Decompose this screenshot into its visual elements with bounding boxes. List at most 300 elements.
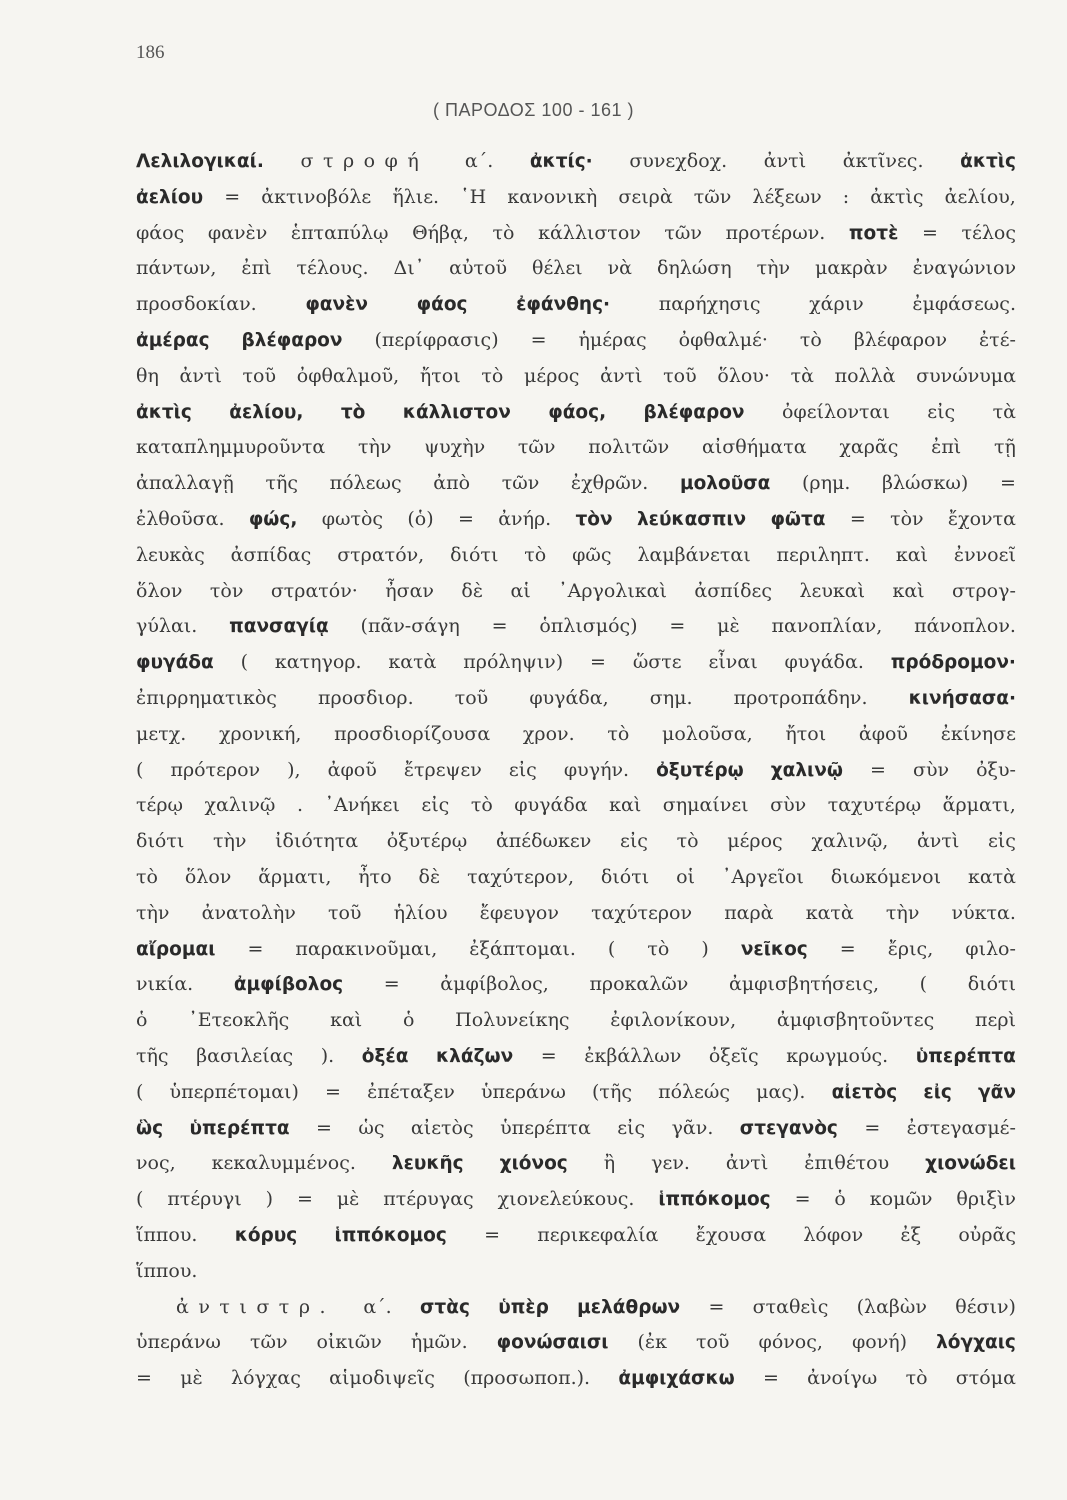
word: ἐπιρρηματικὸς	[136, 686, 277, 709]
word: ἑπταπύλῳ	[290, 221, 389, 244]
word: χρονική,	[218, 722, 302, 745]
word: ἐννοεῖ	[953, 543, 1016, 566]
word: (	[240, 651, 248, 674]
word: φυγάδα,	[529, 686, 609, 709]
word: διωκόμενοι	[830, 865, 942, 888]
word: αἰσθήματα	[702, 436, 807, 459]
text-line	[136, 538, 1016, 574]
text-line	[136, 180, 1016, 216]
lemma: ποτὲ	[848, 222, 899, 244]
word: =	[794, 1188, 811, 1211]
word: (	[136, 758, 144, 781]
word: τῶν	[501, 472, 540, 495]
word: ἀνήρ.	[498, 507, 552, 530]
lemma: φώς,	[248, 508, 298, 530]
word: =	[999, 472, 1016, 495]
lemma: στὰς	[420, 1296, 470, 1318]
word: μὲ	[717, 615, 740, 638]
word: αἰετὸς	[410, 1116, 474, 1139]
word: (	[136, 1188, 144, 1211]
word: ἐκβάλλων	[584, 1044, 682, 1067]
word: ἐχθρῶν.	[570, 472, 649, 495]
word: εἰς	[619, 830, 648, 853]
text-line	[136, 251, 1016, 287]
lemma: ἐφάνθης·	[516, 294, 611, 316]
lemma: στεγανὸς	[739, 1117, 838, 1139]
word: ὅλον	[184, 865, 232, 888]
lemma: ἀελίου,	[229, 401, 304, 423]
word: προσδιορ.	[318, 686, 414, 709]
word: φυγάδα.	[784, 651, 864, 674]
lemma: κλάζων	[436, 1045, 514, 1067]
word: ἡμέρας	[578, 328, 647, 351]
word: κεκαλυμμένος.	[211, 1152, 356, 1175]
word: προσδοκίαν.	[136, 293, 257, 316]
word: βλέφαρον	[853, 328, 948, 351]
word: ἐστεγασμέ-	[906, 1116, 1016, 1139]
word: χαλινῷ,	[811, 830, 889, 853]
word: σταθεὶς	[752, 1295, 829, 1318]
word: ἡμῶν.	[410, 1331, 468, 1354]
word: θέσιν)	[955, 1295, 1016, 1318]
text-line	[136, 1361, 1016, 1397]
text-line	[136, 788, 1016, 824]
word: λόφον	[803, 1223, 864, 1246]
word: (ἐκ	[637, 1331, 667, 1354]
word: λόγχας	[231, 1367, 301, 1390]
lemma: ὑπὲρ	[498, 1296, 549, 1318]
word: κανονικὴ	[507, 185, 598, 208]
word: οὐρᾶς	[958, 1223, 1016, 1246]
word: παρακινοῦμαι,	[295, 937, 438, 960]
text-line	[136, 574, 1016, 610]
word: τὸ	[492, 221, 515, 244]
word: ἵππου.	[136, 1259, 198, 1282]
word: λευκαὶ	[799, 579, 866, 602]
word: φιλο-	[965, 937, 1016, 960]
word: παρήχησις	[658, 293, 761, 316]
text-line	[136, 967, 1016, 1003]
word: τοῦ	[242, 364, 277, 387]
word: νικία.	[136, 973, 194, 996]
word: τὸ	[470, 794, 493, 817]
text-line	[136, 144, 1016, 180]
word: ἀνατολὴν	[201, 901, 296, 924]
word: προτέρων.	[725, 221, 826, 244]
lemma: πρόδρομον·	[890, 652, 1016, 674]
word: μας).	[756, 1080, 806, 1103]
word: πανοπλίαν,	[771, 615, 883, 638]
word: ἀφοῦ	[858, 722, 908, 745]
word: φονή)	[851, 1331, 908, 1354]
word: =	[325, 1080, 341, 1103]
text-line	[136, 359, 1016, 395]
word: πάνοπλον.	[914, 615, 1016, 638]
word: ῾Η	[460, 185, 487, 208]
word: =	[530, 328, 547, 351]
word: τέλος	[961, 221, 1016, 244]
word: ἀπέδωκεν	[495, 830, 592, 853]
word: χαλινῷ	[204, 794, 276, 817]
lemma: κάλλιστον	[402, 401, 511, 423]
lemma: φυγάδα	[136, 652, 214, 674]
word: ἀντὶ	[179, 364, 222, 387]
word: εἰς	[617, 1116, 646, 1139]
word: φόνος,	[758, 1331, 823, 1354]
text-line	[136, 1039, 1016, 1075]
text-line	[136, 1290, 1016, 1326]
word: τὸ	[481, 364, 504, 387]
word: ).	[320, 1044, 335, 1067]
word: )	[265, 1188, 274, 1211]
word: ἀνοίγω	[807, 1367, 878, 1390]
word: τὸ	[607, 722, 630, 745]
word: ἀπὸ	[433, 472, 471, 495]
word: σημαίνει	[662, 794, 749, 817]
lemma: φῶτα	[770, 508, 826, 530]
word: ἥλιε.	[392, 185, 440, 208]
word: αὐτοῦ	[449, 257, 508, 280]
word: τὸ	[647, 937, 670, 960]
word: προσδιορίζουσα	[334, 722, 491, 745]
word: τὸ	[524, 543, 547, 566]
word: ἀκτινοβόλε	[261, 185, 372, 208]
text-line	[136, 824, 1016, 860]
word: φυγάδα	[514, 794, 588, 817]
word: μέρος	[524, 364, 580, 387]
word: ὥστε	[632, 651, 682, 674]
lemma: ἀμφίβολος	[233, 974, 344, 996]
lemma: μελάθρων	[577, 1296, 681, 1318]
word: χαρᾶς	[839, 436, 899, 459]
word: ᾿Ανήκει	[324, 794, 400, 817]
word: νος,	[136, 1152, 176, 1175]
word: θη	[136, 364, 159, 387]
text-line	[136, 1111, 1016, 1147]
word: τὸν	[890, 507, 924, 530]
text-line	[136, 430, 1016, 466]
word: θέλει	[532, 257, 583, 280]
word: εἰς	[421, 794, 450, 817]
word: Πολυνείκης	[455, 1009, 570, 1032]
word: (πᾶν-σάγη	[360, 615, 460, 638]
word: εἰς	[987, 830, 1016, 853]
text-line	[136, 1146, 1016, 1182]
word: :	[842, 185, 850, 208]
word: ὀφθαλμοῦ,	[296, 364, 400, 387]
lemma: ἀμφιχάσκω	[618, 1368, 735, 1390]
text-line	[136, 645, 1016, 681]
word: τέρῳ	[136, 794, 184, 817]
word: ἀμφίβολος,	[440, 973, 549, 996]
word: =	[540, 1044, 557, 1067]
word: ἐφιλονίκουν,	[610, 1009, 737, 1032]
word: κρωγμούς.	[786, 1044, 889, 1067]
word: μέρος	[727, 830, 783, 853]
word: τῇ	[994, 436, 1016, 459]
word: κατὰ	[388, 651, 437, 674]
lemma: κινήσασα·	[908, 687, 1016, 709]
word: ἅρματι,	[942, 794, 1016, 817]
word: τῶν	[664, 221, 702, 244]
word: ἐπιθέτου	[804, 1152, 890, 1175]
lemma: ἀκτίς·	[529, 151, 593, 172]
word: χιονελεύκους.	[497, 1188, 635, 1211]
lemma: ὀξυτέρῳ	[656, 759, 744, 781]
word: (προσωποπ.).	[463, 1367, 591, 1390]
word: ὁ	[136, 1009, 148, 1032]
text-line	[136, 1325, 1016, 1361]
word: ἵππου.	[136, 1223, 198, 1246]
word: βλώσκω)	[882, 472, 969, 495]
word: ταχύτερον,	[467, 865, 575, 888]
text-line	[136, 681, 1016, 717]
word: τὰ	[992, 400, 1016, 423]
word: πρόληψιν)	[463, 651, 564, 674]
word: ἀντὶ	[916, 830, 960, 853]
text-line	[136, 1218, 1016, 1254]
lemma: ὑπερέπτα	[189, 1117, 290, 1139]
word: τὴν	[136, 901, 170, 924]
word: τῶν	[517, 436, 556, 459]
lemma: φανὲν	[305, 294, 369, 316]
word: (τῆς	[592, 1080, 632, 1103]
word: πάντων,	[136, 257, 217, 280]
lemma: λεύκασπιν	[636, 508, 747, 530]
word: ἀντὶ	[725, 1152, 769, 1175]
word: ἦτο	[358, 865, 392, 888]
text-line	[136, 1182, 1016, 1218]
word: στόμα	[955, 1367, 1016, 1390]
word: ἐκίνησε	[940, 722, 1016, 745]
word: ὑπερέπτα	[500, 1116, 591, 1139]
word: ἀσπίδες	[694, 579, 773, 602]
lemma: μολοῦσα	[679, 473, 771, 495]
word: ἐπὶ	[931, 436, 962, 459]
word: ἐπέταξεν	[367, 1080, 455, 1103]
word: ἐτέ-	[978, 328, 1016, 351]
word: =	[864, 1116, 881, 1139]
spaced-label: στροφή	[300, 150, 429, 172]
word: ἔφευγον	[479, 901, 559, 924]
word: σὺν	[770, 794, 807, 817]
word: (ρημ.	[802, 472, 851, 495]
word: μὲ	[336, 1188, 360, 1211]
word: ἀελίου,	[944, 185, 1016, 208]
word: φυγήν.	[563, 758, 630, 781]
text-line	[136, 1254, 1016, 1290]
lemma: ὀξέα	[361, 1045, 409, 1067]
word: γεν.	[651, 1152, 690, 1175]
word: ὡς	[358, 1116, 385, 1139]
word: τὸ	[799, 328, 822, 351]
word: =	[296, 1188, 313, 1211]
word: σημ.	[649, 686, 693, 709]
word: ἤτοι	[419, 364, 461, 387]
word: γύλαι.	[136, 615, 198, 638]
word: στρατόν,	[337, 543, 425, 566]
lemma: κόρυς	[234, 1224, 298, 1246]
word: τοῦ	[454, 686, 489, 709]
lemma: ὣς	[136, 1117, 164, 1139]
lemma: τὸ	[340, 401, 366, 423]
word: =	[491, 615, 508, 638]
word: λέξεων	[752, 185, 822, 208]
word: φάος	[136, 221, 185, 244]
word: συνεχδοχ.	[629, 150, 728, 172]
word: κατὰ	[805, 901, 854, 924]
word: τέλους.	[296, 257, 369, 280]
word: πόλεώς	[658, 1080, 731, 1103]
word: τῶν	[693, 185, 732, 208]
word: τοῦ	[663, 364, 697, 387]
word: ἀμφισβητοῦντες	[776, 1009, 935, 1032]
word: στρογ-	[952, 579, 1016, 602]
word: τὴν	[885, 901, 920, 924]
text-line	[136, 466, 1016, 502]
word: δὲ	[418, 865, 441, 888]
word: περικεφαλία	[537, 1223, 659, 1246]
text-line	[136, 717, 1016, 753]
word: ἔρις,	[887, 937, 934, 960]
lemma: εἰς	[923, 1081, 952, 1103]
lemma: πανσαγίᾳ	[229, 616, 329, 638]
word: νύκτα.	[951, 901, 1016, 924]
word: πτέρυγι	[167, 1188, 242, 1211]
text-line	[136, 860, 1016, 896]
word: συνώνυμα	[916, 364, 1016, 387]
word: τὴν	[756, 257, 791, 280]
word: διότι	[450, 543, 499, 566]
word: ὀξυ-	[976, 758, 1016, 781]
word: ᾿Αργεῖοι	[721, 865, 804, 888]
word: καταπλημμυροῦντα	[136, 436, 326, 459]
lemma: ἱππόκομος	[334, 1224, 447, 1246]
word: ᾿Ετεοκλῆς	[188, 1009, 290, 1032]
word: μὲ	[180, 1367, 203, 1390]
word: τοῦ	[327, 901, 362, 924]
lemma: ὑπερέπτα	[915, 1045, 1016, 1067]
word: τοῦ	[695, 1331, 730, 1354]
word: ὅλον	[136, 579, 183, 602]
word: =	[247, 937, 264, 960]
word: ἀφοῦ	[327, 758, 377, 781]
word: στρατόν·	[270, 579, 358, 602]
word: τὸ	[676, 830, 699, 853]
word: ἰδιότητα	[275, 830, 359, 853]
word: σειρὰ	[618, 185, 673, 208]
word: χρον.	[522, 722, 575, 745]
word: κάλλιστον	[538, 221, 641, 244]
lemma: φάος,	[548, 401, 607, 423]
lemma: Λελιλογικαί.	[136, 151, 264, 172]
lemma: βλέφαρον	[643, 401, 745, 423]
text-line	[136, 896, 1016, 932]
word: ὁ	[834, 1188, 846, 1211]
word: (	[919, 973, 928, 996]
lemma: νεῖκος	[740, 938, 808, 960]
word: ἐλθοῦσα.	[136, 507, 225, 530]
text-line	[136, 323, 1016, 359]
word: ἅρματι,	[258, 865, 332, 888]
word: α΄.	[363, 1295, 392, 1318]
word: κατηγορ.	[274, 651, 362, 674]
word: εἰς	[927, 400, 956, 423]
word: τῆς	[265, 472, 299, 495]
word: γᾶν.	[671, 1116, 714, 1139]
word: λευκὰς	[136, 543, 205, 566]
spaced-label: ἀντιστρ.	[176, 1295, 336, 1318]
word: τῆς	[136, 1044, 169, 1067]
word: καὶ	[892, 579, 925, 602]
word: (λαβὼν	[856, 1295, 927, 1318]
word: (	[136, 1080, 144, 1103]
word: =	[839, 937, 856, 960]
word: ταχυτέρῳ	[827, 794, 922, 817]
word: ἀκτὶς	[870, 185, 924, 208]
word: ἡλίου	[393, 901, 448, 924]
word: =	[708, 1295, 725, 1318]
word: =	[669, 615, 686, 638]
word: φανὲν	[207, 221, 268, 244]
text-line	[136, 753, 1016, 789]
word: ὀφείλονται	[781, 400, 890, 423]
word: ἔχοντα	[947, 507, 1016, 530]
word: λαμβάνεται	[637, 543, 751, 566]
word: αἱμοδιψεῖς	[329, 1367, 435, 1390]
word: =	[870, 758, 886, 781]
word: =	[136, 1367, 152, 1390]
word: μολοῦσα,	[661, 722, 753, 745]
word: αἱ	[510, 579, 531, 602]
word: ὀφθαλμέ·	[678, 328, 768, 351]
word: ἐναγώνιον	[912, 257, 1016, 280]
word: =	[224, 185, 241, 208]
lemma: ἀελίου	[136, 186, 204, 208]
lemma: ἀκτὶς	[960, 151, 1016, 172]
word: τὸ	[905, 1367, 928, 1390]
word: περιληπτ.	[776, 543, 870, 566]
word: ἀντὶ	[600, 364, 643, 387]
word: μετχ.	[136, 722, 187, 745]
word: ὁ	[402, 1009, 415, 1032]
word: χάριν	[809, 293, 864, 316]
lemma: τὸν	[575, 508, 613, 530]
text-line	[136, 609, 1016, 645]
word: ὑπερπέτομαι)	[169, 1080, 299, 1103]
word: ἔχουσα	[695, 1223, 767, 1246]
word: φωτὸς	[321, 507, 384, 530]
word: =	[457, 507, 474, 530]
word: δὲ	[461, 579, 484, 602]
word: ἐμφάσεως.	[912, 293, 1016, 316]
word: =	[849, 507, 866, 530]
word: διότι	[136, 830, 185, 853]
word: κατὰ	[967, 865, 1016, 888]
word: ὑπεράνω	[480, 1080, 566, 1103]
lemma: χιονώδει	[925, 1153, 1016, 1175]
text-line	[136, 932, 1016, 968]
section-heading: ( ΠΑΡΟΔΟΣ 100 - 161 )	[433, 100, 634, 120]
lemma: γᾶν	[978, 1081, 1016, 1103]
word: =	[316, 1116, 332, 1139]
word: πρότερον	[170, 758, 261, 781]
word: α΄.	[464, 150, 494, 172]
word: κομῶν	[869, 1188, 933, 1211]
word: ἀντὶ	[763, 150, 807, 172]
commentary-text	[136, 144, 1016, 1397]
word: βασιλείας	[196, 1044, 294, 1067]
